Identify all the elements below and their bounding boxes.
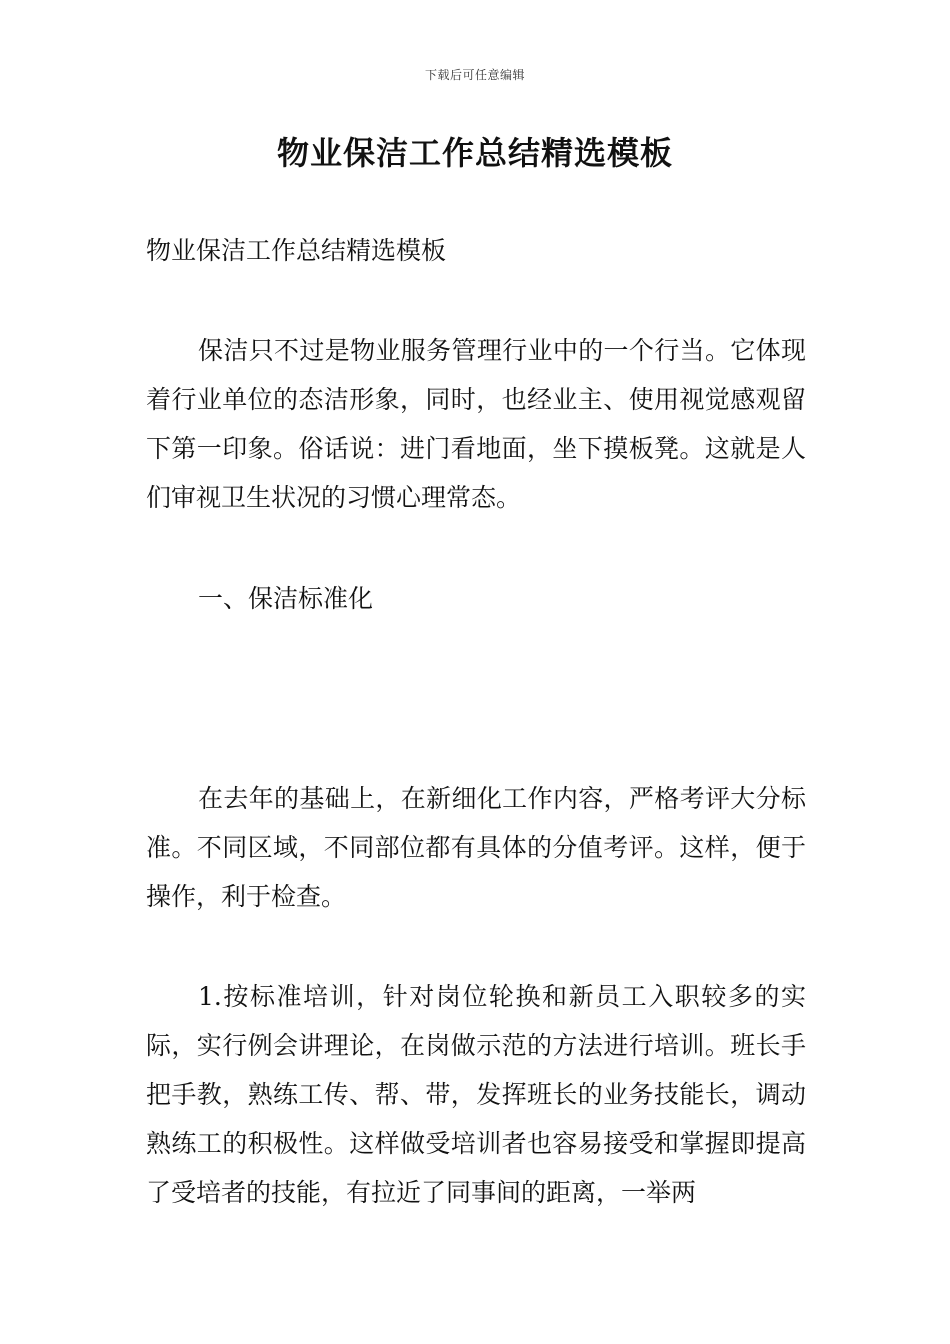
document-subtitle: 物业保洁工作总结精选模板 (146, 236, 447, 265)
paragraph-training: 1.按标准培训，针对岗位轮换和新员工入职较多的实际，实行例会讲理论，在岗做示范的方法进行培训。班长手把手教，熟练工传、帮、带，发挥班长的业务技能长，调动熟练工的积极性。这样做受培训者也容易接受和掌握即提高了受培者的技能，有拉近了同事间的距离，一举两 (146, 982, 806, 1207)
paragraph-standard: 在去年的基础上，在新细化工作内容，严格考评大分标准。不同区域，不同部位都有具体的分值考评。这样，便于操作，利于检查。 (146, 784, 806, 911)
paragraph-intro: 保洁只不过是物业服务管理行业中的一个行当。它体现着行业单位的态洁形象，同时，也经业主、使用视觉感观留下第一印象。俗话说：进门看地面，坐下摸板凳。这就是人们审视卫生状况的习惯心理常态。 (146, 336, 806, 512)
document-title: 物业保洁工作总结精选模板 (276, 134, 673, 172)
section-heading-standardization: 一、保洁标准化 (198, 584, 374, 613)
header-note: 下载后可任意编辑 (424, 68, 525, 82)
